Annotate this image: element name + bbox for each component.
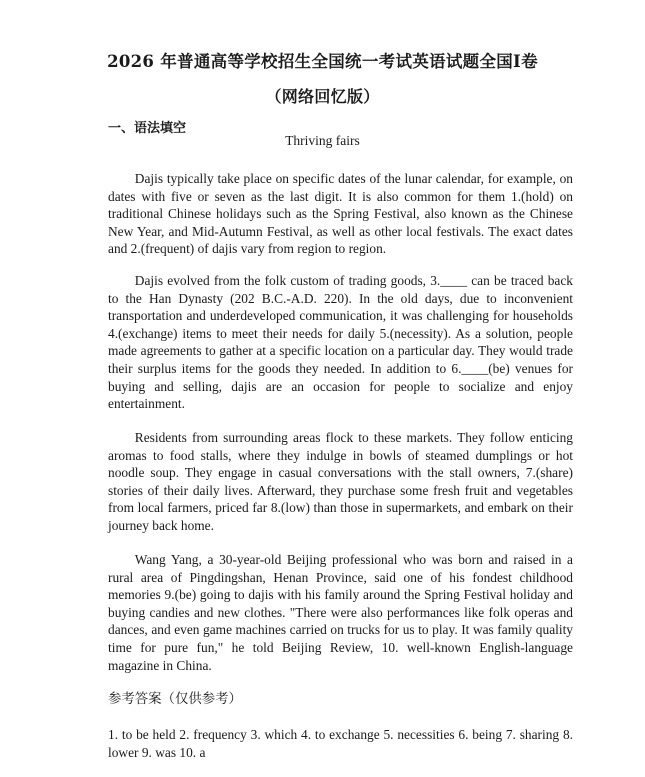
paragraph-4: Wang Yang, a 30-year-old Beijing professional who was born and raised in a rural area of Pingdingshan, Henan Province, said one of his fondest childhood memories 9.(be) going to dajis with his family around the Spring Festival holiday and buying candies and new clothes. "There were also performances like folk operas and dances, and even game machines carried on trucks for us to play. It was family quality time for pure fun," he told Beijing Review, 10. well-known English-language magazine in China. [108,552,573,673]
answer-heading: 参考答案（仅供参考） [108,691,242,706]
passage-title: Thriving fairs [285,133,360,148]
paragraph-1: Dajis typically take place on specific dates of the lunar calendar, for example, on dates with five or seven as the last digit. It is also common for them 1.(hold) on traditional Chinese holidays such as the Spring Festival, also known as the Chinese New Year, and Mid-Autumn Festival, as well as other local festivals. The exact dates and 2.(frequent) of dajis vary from region to region. [108,171,573,257]
exam-subtitle: （网络回忆版） [265,87,380,106]
answer-key: 1. to be held 2. frequency 3. which 4. to exchange 5. necessities 6. being 7. sharing 8. lower 9. was 10. a [108,727,573,760]
exam-title: 2026 年普通高等学校招生全国统一考试英语试题全国Ⅰ卷 [107,52,538,71]
section-heading: 一、语法填空 [108,121,187,136]
paragraph-2: Dajis evolved from the folk custom of trading goods, 3.____ can be traced back to the Han Dynasty (202 B.C.-A.D. 220). In the old days, due to inconvenient transportation and underdeveloped communication, it was challenging for households 4.(exchange) items to meet their needs for daily 5.(necessity). As a solution, people made agreements to gather at a specific location on a particular day. They would trade their surplus items for the goods they needed. In addition to 6.____(be) venues for buying and selling, dajis are an occasion for people to socialize and enjoy entertainment. [108,273,573,412]
paragraph-3: Residents from surrounding areas flock to these markets. They follow enticing aromas to food stalls, where they indulge in bowls of steamed dumplings or hot noodle soup. They engage in casual conversations with the stall owners, 7.(share) stories of their daily lives. Afterward, they purchase some fresh fruit and vegetables from local farmers, priced far 8.(low) than those in supermarkets, and embark on their journey back home. [108,430,573,533]
